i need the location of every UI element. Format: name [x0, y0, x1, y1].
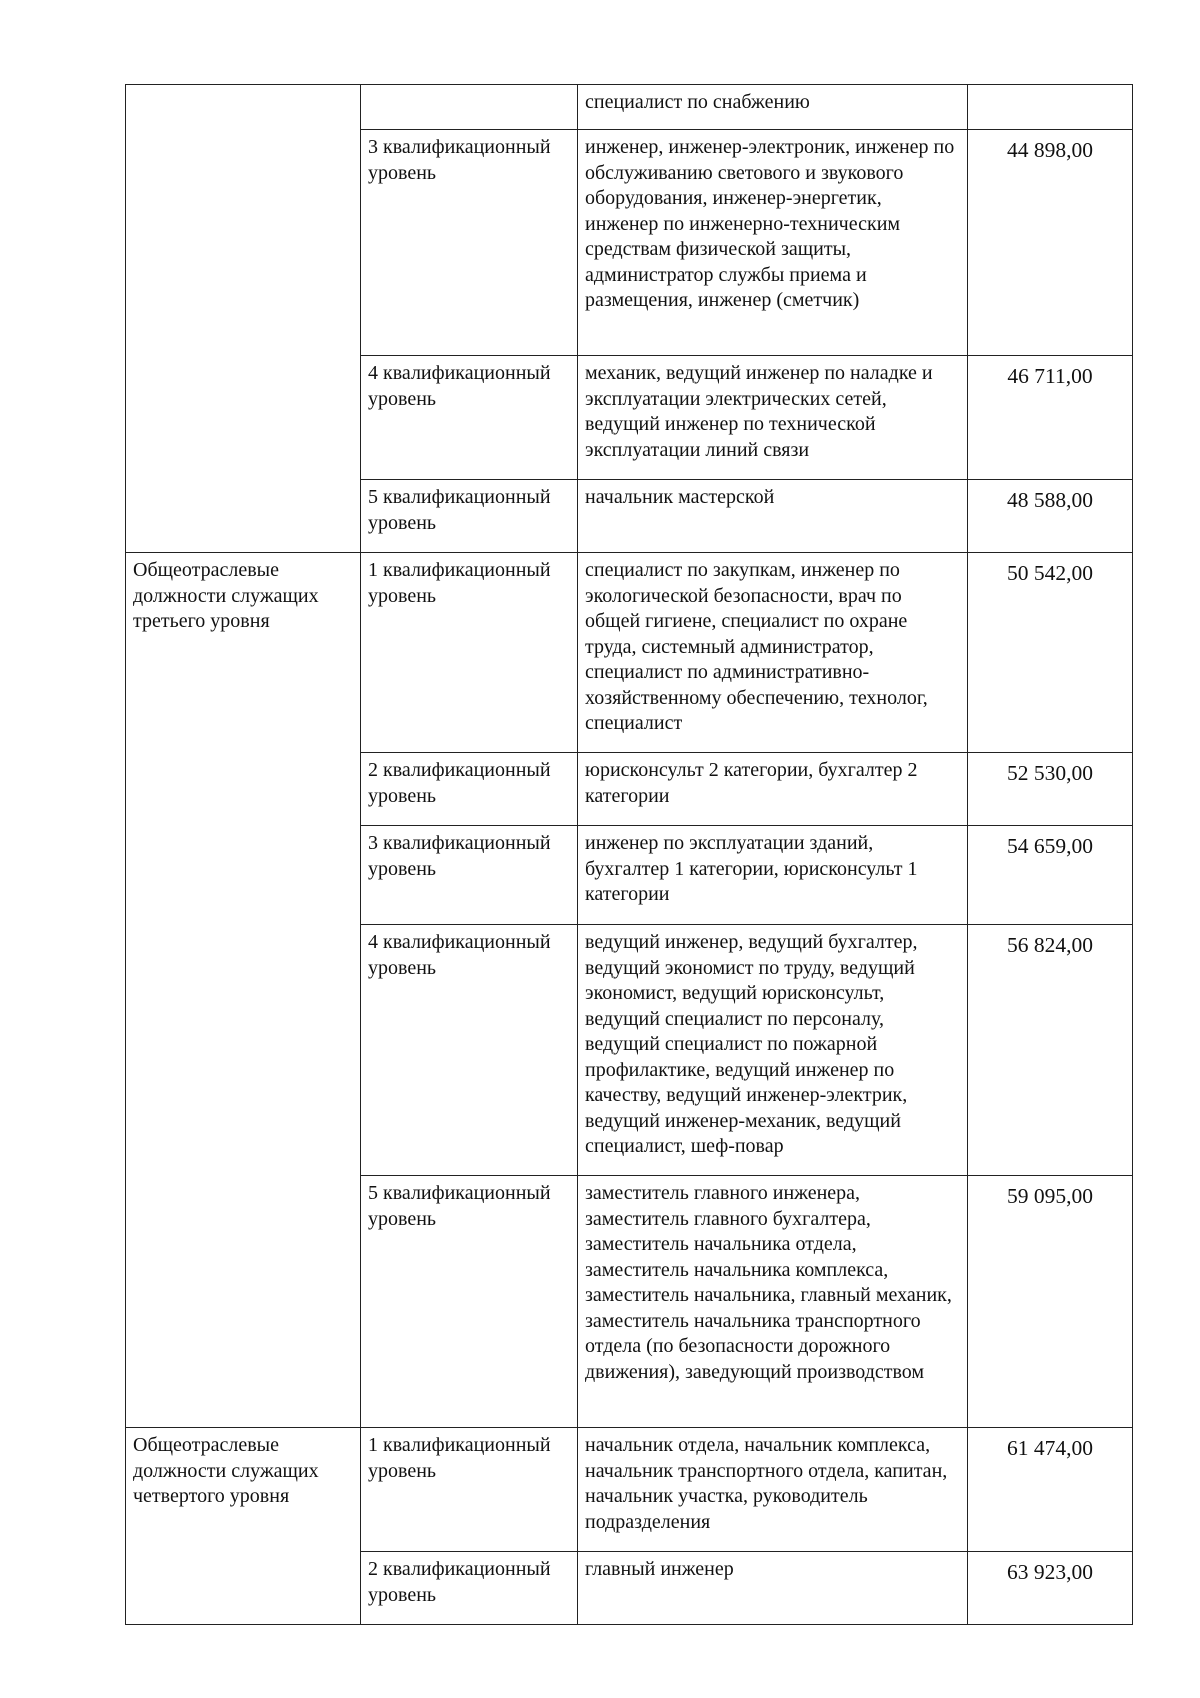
salary-cell: 52 530,00	[968, 753, 1133, 826]
group-cell: Общеотраслевые должности служащих четвертого уровня	[126, 1428, 361, 1625]
salary-cell: 61 474,00	[968, 1428, 1133, 1552]
salary-cell: 54 659,00	[968, 826, 1133, 925]
positions-cell: юрисконсульт 2 категории, бухгалтер 2 категории	[578, 753, 968, 826]
salary-cell: 56 824,00	[968, 925, 1133, 1176]
table-row	[126, 1428, 1133, 1552]
positions-cell: заместитель главного инженера, заместитель главного бухгалтера, заместитель начальника отдела, заместитель начальника комплекса, заместитель начальника, главный механик, заместитель начальника транспортного отдела (по безопасности дорожного движения), заведующий производством	[578, 1176, 968, 1428]
salary-cell: 44 898,00	[968, 130, 1133, 356]
level-cell: 2 квалификационный уровень	[361, 753, 578, 826]
level-cell	[361, 85, 578, 130]
positions-cell: начальник отдела, начальник комплекса, начальник транспортного отдела, капитан, начальник участка, руководитель подразделения	[578, 1428, 968, 1552]
level-cell: 4 квалификационный уровень	[361, 925, 578, 1176]
salary-cell: 46 711,00	[968, 356, 1133, 480]
level-cell: 5 квалификационный уровень	[361, 1176, 578, 1428]
level-cell: 3 квалификационный уровень	[361, 826, 578, 925]
group-cell	[126, 85, 361, 553]
level-cell: 1 квалификационный уровень	[361, 553, 578, 753]
positions-cell: специалист по закупкам, инженер по экологической безопасности, врач по общей гигиене, специалист по охране труда, системный администратор, специалист по административно-хозяйственному обеспечению, технолог, специалист	[578, 553, 968, 753]
table-row	[126, 85, 1133, 130]
table-row	[126, 553, 1133, 753]
salary-cell: 50 542,00	[968, 553, 1133, 753]
level-cell: 1 квалификационный уровень	[361, 1428, 578, 1552]
level-cell: 2 квалификационный уровень	[361, 1552, 578, 1625]
positions-cell: главный инженер	[578, 1552, 968, 1625]
level-cell: 4 квалификационный уровень	[361, 356, 578, 480]
salary-cell: 48 588,00	[968, 480, 1133, 553]
positions-cell: инженер по эксплуатации зданий, бухгалтер 1 категории, юрисконсульт 1 категории	[578, 826, 968, 925]
salary-table	[125, 84, 1133, 1625]
positions-cell: инженер, инженер-электроник, инженер по обслуживанию светового и звукового оборудования, инженер-энергетик, инженер по инженерно-техническим средствам физической защиты, администратор службы приема и размещения, инженер (сметчик)	[578, 130, 968, 356]
salary-cell: 59 095,00	[968, 1176, 1133, 1428]
positions-cell: специалист по снабжению	[578, 85, 968, 130]
positions-cell: начальник мастерской	[578, 480, 968, 553]
salary-cell	[968, 85, 1133, 130]
salary-cell: 63 923,00	[968, 1552, 1133, 1625]
positions-cell: ведущий инженер, ведущий бухгалтер, ведущий экономист по труду, ведущий экономист, ведущий юрисконсульт, ведущий специалист по персоналу, ведущий специалист по пожарной профилактике, ведущий инженер по качеству, ведущий инженер-электрик, ведущий инженер-механик, ведущий специалист, шеф-повар	[578, 925, 968, 1176]
level-cell: 3 квалификационный уровень	[361, 130, 578, 356]
positions-cell: механик, ведущий инженер по наладке и эксплуатации электрических сетей, ведущий инженер по технической эксплуатации линий связи	[578, 356, 968, 480]
level-cell: 5 квалификационный уровень	[361, 480, 578, 553]
group-cell: Общеотраслевые должности служащих третьего уровня	[126, 553, 361, 1428]
